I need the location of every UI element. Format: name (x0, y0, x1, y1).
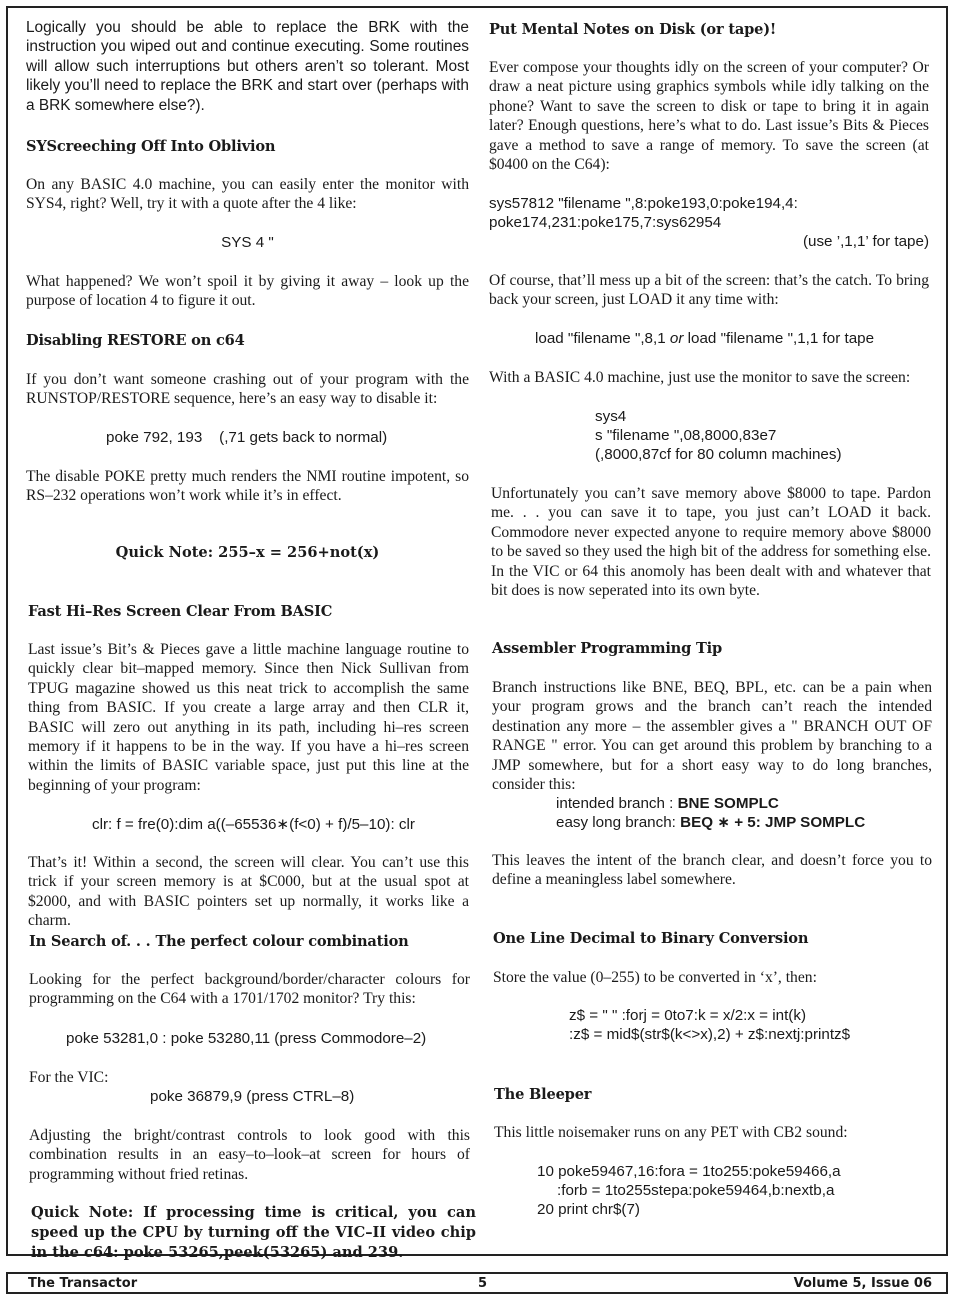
load-code-disk: load "filename ",8,1 (535, 330, 670, 347)
colour-code-vic: poke 36879,9 (press CTRL–8) (150, 1088, 355, 1105)
bleep-code-line-3: 20 print chr$(7) (537, 1201, 640, 1218)
restore-paragraph-1: If you don’t want someone crashing out of your program with the RUNSTOP/RESTORE sequence, here’s an easy way to disable it: (26, 371, 469, 408)
monitor-line-1: sys4 (595, 408, 627, 425)
asm-line-1-code: BNE SOMPLC (677, 795, 779, 812)
quick-note-1: Quick Note: 255–x = 256+not(x) (115, 544, 380, 561)
asm-line-2-label: easy long branch: (556, 814, 681, 831)
colour-paragraph-2: Adjusting the bright/contrast controls to look good with this combination results in an easy–to–look–at screen for hours of programming without fried retinas. (29, 1127, 470, 1183)
asm-line-2 (556, 813, 865, 832)
asm-paragraph-1: Branch instructions like BNE, BEQ, BPL, etc. can be a pain when your program grows and the branch can’t reach the intended destination any more – the assembler gives a " BRANCH OUT OF RANGE " error. You can get around this problem by branching to a JMP somewhere, but for a short easy way to do long branches, consider this: (492, 679, 932, 794)
heading-colour-combination: In Search of. . . The perfect colour combination (29, 933, 409, 950)
restore-paragraph-2: The disable POKE pretty much renders the NMI routine impotent, so RS–232 operations won’t work while it’s in effect. (26, 468, 469, 505)
notes-code-line-2: poke174,231:poke175,7:sys62954 (489, 214, 722, 231)
load-code (535, 329, 874, 348)
monitor-line-2: s "filename ",08,8000,83e7 (595, 427, 777, 444)
bin-paragraph-1: Store the value (0–255) to be converted in ‘x’, then: (493, 969, 817, 986)
heading-mental-notes: Put Mental Notes on Disk (or tape)! (489, 21, 777, 38)
notes-paragraph-4: Unfortunately you can’t save memory above $8000 to tape. Pardon me. . . you can save it to tape, you just can’t LOAD it back. Commodore never expected anyone to require memory above $8000 to be saved so they used the high bit of the address for something else. In the VIC or 64 this anomoly has been dealt with and whatever that bit does is now seperated into its own byte. (491, 485, 931, 600)
hires-code: clr: f = fre(0):dim a((–65536∗(f<0) + f)/5–10): clr (92, 816, 415, 833)
colour-code-c64: poke 53281,0 : poke 53280,11 (press Commodore–2) (66, 1030, 427, 1047)
load-code-tape: load "filename ",1,1 for tape (683, 330, 875, 347)
bleep-paragraph-1: This little noisemaker runs on any PET with CB2 sound: (494, 1124, 848, 1141)
heading-decimal-binary: One Line Decimal to Binary Conversion (493, 930, 809, 947)
colour-vic-label: For the VIC: (29, 1069, 109, 1086)
bin-code-line-2: :z$ = mid$(str$(k<>x),2) + z$:nextj:printz$ (569, 1026, 851, 1043)
intro-text: Logically you should be able to replace the BRK with the instruction you wiped out and continue executing. Some routines will allow such interruptions but others aren’t so tolerant. Most likely you’ll need to replace the BRK and start over (perhaps with a BRK somewhere else?). (26, 19, 469, 114)
intro-paragraph (26, 18, 469, 115)
asm-line-1 (556, 794, 779, 813)
heading-disabling-restore: Disabling RESTORE on c64 (26, 332, 245, 349)
asm-line-1-label: intended branch : (556, 795, 678, 812)
page-footer (6, 1272, 948, 1294)
page-number: 5 (478, 1276, 488, 1291)
sys-code: SYS 4 " (221, 234, 274, 251)
colour-paragraph-1: Looking for the perfect background/border/character colours for programming on the C64 with a 1701/1702 monitor? Try this: (29, 971, 470, 1008)
sys-paragraph-2: What happened? We won’t spoil it by giving it away – look up the purpose of location 4 to figure it out. (26, 273, 469, 310)
notes-paragraph-1: Ever compose your thoughts idly on the screen of your computer? Or draw a neat picture using graphics symbols while idly talking on the phone? Want to save the screen to disk or tape to bring it in again later? Enough questions, here’s what to do. Last issue’s Bits & Pieces gave a method to save a range of memory. To save the screen (at $0400 on the C64): (489, 59, 929, 174)
hires-paragraph-1: Last issue’s Bit’s & Pieces gave a little machine language routine to quickly clear bit–mapped memory. Since then Nick Sullivan from TPUG magazine showed us this neat trick to accomplish the same thing from BASIC. If you create a large array and then CLR it, BASIC will zero out anything in its path, including hi–res screen memory if it happens to be in the way. If you have a hi–res screen within the limits of BASIC variable space, just put this line at the beginning of your program: (28, 641, 469, 794)
notes-paragraph-2: Of course, that’ll mess up a bit of the screen: that’s the catch. To bring back your screen, just LOAD it any time with: (489, 272, 929, 309)
issue-label: Volume 5, Issue 06 (793, 1276, 932, 1291)
bleep-code-line-1: 10 poke59467,16:fora = 1to255:poke59466,a (537, 1163, 841, 1180)
heading-bleeper: The Bleeper (494, 1086, 592, 1103)
notes-tape-note: (use ’,1,1’ for tape) (802, 233, 929, 250)
sys-paragraph-1: On any BASIC 4.0 machine, you can easily enter the monitor with SYS4, right? Well, try it with a quote after the 4 like: (26, 176, 469, 213)
restore-code: poke 792, 193 (,71 gets back to normal) (106, 429, 388, 446)
heading-syscreeching: SYScreeching Off Into Oblivion (26, 138, 276, 155)
heading-hires-clear: Fast Hi–Res Screen Clear From BASIC (28, 603, 333, 620)
asm-paragraph-2: This leaves the intent of the branch clear, and doesn’t force you to define a meaningless label somewhere. (492, 852, 932, 889)
asm-line-2-code: BEQ ∗ + 5: JMP SOMPLC (680, 814, 866, 831)
quick-note-2: Quick Note: If processing time is critical, you can speed up the CPU by turning off the VIC–II video chip in the c64: poke 53265,peek(53265) and 239. (31, 1204, 476, 1261)
magazine-name: The Transactor (28, 1276, 138, 1291)
heading-assembler-tip: Assembler Programming Tip (492, 640, 722, 657)
notes-code-line-1: sys57812 "filename ",8:poke193,0:poke194,4: (489, 195, 798, 212)
monitor-line-3: (,8000,87cf for 80 column machines) (595, 446, 842, 463)
bleep-code-line-2: :forb = 1to255stepa:poke59464,b:nextb,a (557, 1182, 835, 1199)
load-code-or: or (669, 330, 684, 347)
bin-code-line-1: z$ = " " :forj = 0to7:k = x/2:x = int(k) (569, 1007, 807, 1024)
page-frame (6, 6, 948, 1261)
hires-paragraph-2: That’s it! Within a second, the screen will clear. You can’t use this trick if your screen memory is at $C000, but at the usual spot at $2000, and with BASIC pointers set up normally, it works like a charm. (28, 854, 469, 930)
notes-paragraph-3: With a BASIC 4.0 machine, just use the monitor to save the screen: (489, 369, 911, 386)
